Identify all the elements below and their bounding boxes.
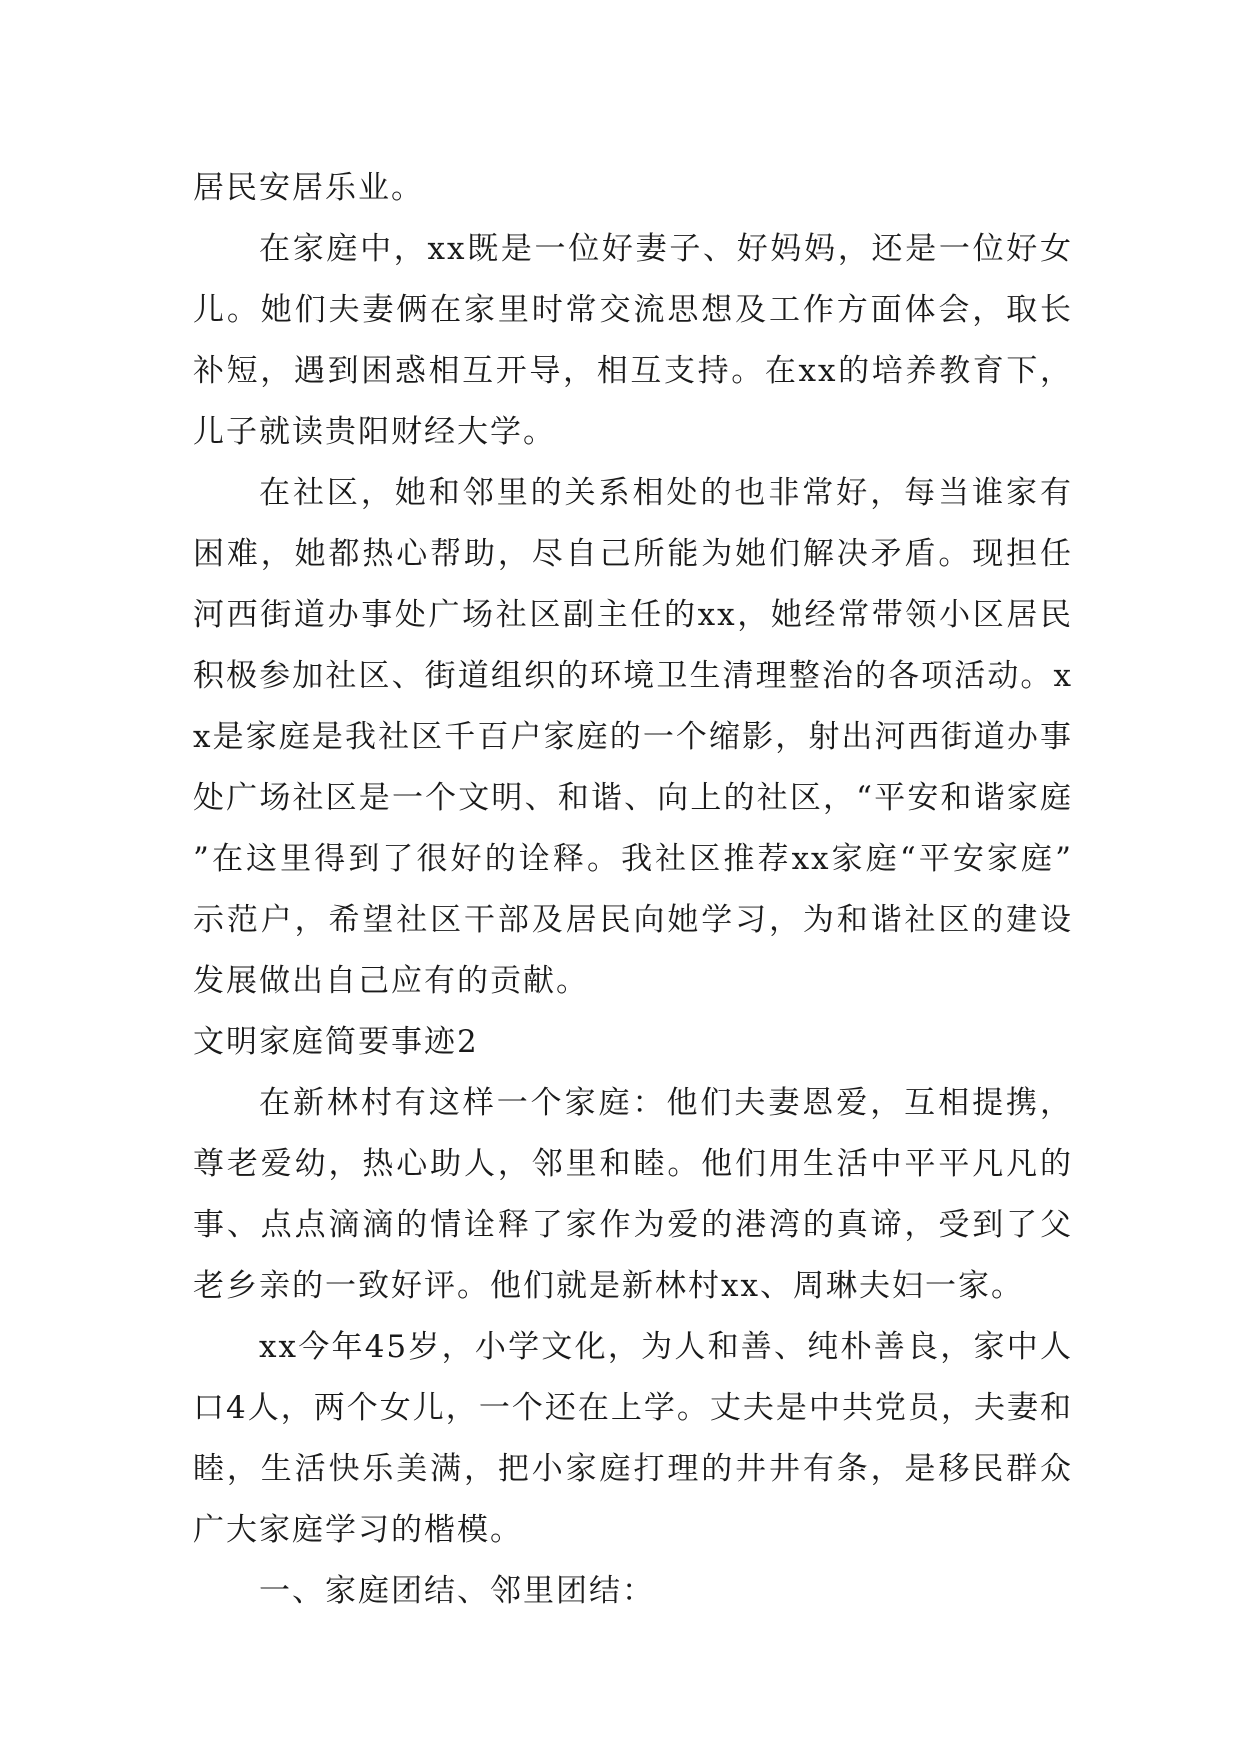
paragraph-1: 居民安居乐业。 [193, 170, 424, 206]
paragraph-2: 在家庭中，xx既是一位好妻子、好妈妈，还是一位好女儿。她们夫妻俩在家里时常交流思想及工作方面体会，取长补短，遇到困惑相互开导，相互支持。在xx的培养教育下，儿子就读贵阳财经大学。 [193, 231, 1073, 450]
section-paragraph-1: 在新林村有这样一个家庭：他们夫妻恩爱，互相提携，尊老爱幼，热心助人，邻里和睦。他们用生活中平平凡凡的事、点点滴滴的情诠释了家作为爱的港湾的真谛，受到了父老乡亲的一致好评。他们就是新林村xx、周琳夫妇一家。 [193, 1085, 1073, 1304]
section-paragraph-3: 一、家庭团结、邻里团结： [259, 1573, 655, 1609]
document-body [193, 158, 1073, 1622]
paragraph-3: 在社区，她和邻里的关系相处的也非常好，每当谁家有困难，她都热心帮助，尽自己所能为她们解决矛盾。现担任河西街道办事处广场社区副主任的xx，她经常带领小区居民积极参加社区、街道组织的环境卫生清理整治的各项活动。xx是家庭是我社区千百户家庭的一个缩影，射出河西街道办事处广场社区是一个文明、和谐、向上的社区，“平安和谐家庭”在这里得到了很好的诠释。我社区推荐xx家庭“平安家庭”示范户，希望社区干部及居民向她学习，为和谐社区的建设发展做出自己应有的贡献。 [193, 475, 1073, 999]
section-title: 文明家庭简要事迹2 [193, 1024, 479, 1060]
section-paragraph-2: xx今年45岁，小学文化，为人和善、纯朴善良，家中人口4人，两个女儿，一个还在上学。丈夫是中共党员，夫妻和睦，生活快乐美满，把小家庭打理的井井有条，是移民群众广大家庭学习的楷模。 [193, 1329, 1073, 1548]
